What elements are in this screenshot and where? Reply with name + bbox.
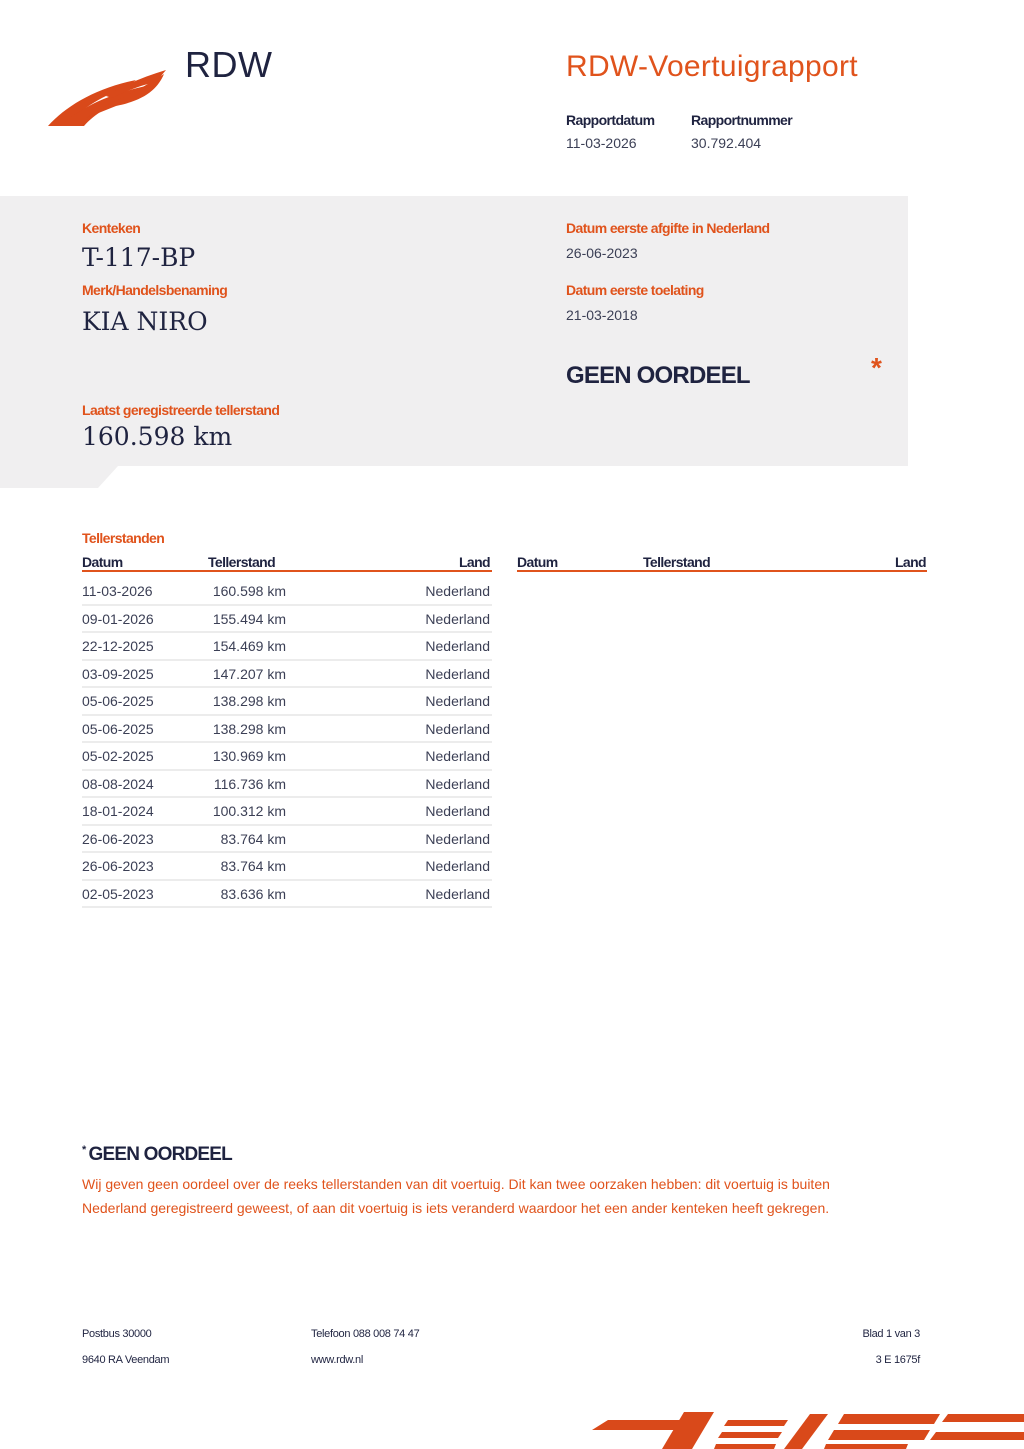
footer-phone: Telefoon 088 008 74 47	[311, 1328, 420, 1340]
row-odometer: 83.636 km	[220, 885, 286, 902]
report-number-label: Rapportnummer	[691, 112, 793, 128]
verdict-text: GEEN OORDEEL	[566, 362, 750, 389]
row-land: Nederland	[425, 610, 490, 627]
footer-page-number: Blad 1 van 3	[862, 1328, 920, 1340]
col-header-land: Land	[458, 554, 490, 570]
col-header-odometer: Tellerstand	[208, 554, 276, 570]
table-row	[82, 826, 492, 854]
report-date-label: Rapportdatum	[566, 112, 655, 128]
row-odometer: 83.764 km	[220, 858, 286, 874]
odometer-label: Laatst geregistreerde tellerstand	[82, 402, 280, 418]
odometer-table-title: Tellerstanden	[82, 530, 165, 546]
col-header-land-2: Land	[894, 554, 926, 570]
row-date: 03-09-2025	[82, 665, 154, 682]
row-land: Nederland	[425, 803, 490, 819]
row-date: 11-03-2026	[82, 583, 153, 599]
plate-label: Kenteken	[82, 220, 141, 236]
footer-website: www.rdw.nl	[311, 1354, 364, 1366]
note-title	[82, 1144, 232, 1166]
report-number-value: 30.792.404	[691, 135, 762, 151]
row-date: 02-05-2023	[82, 885, 154, 902]
plate-value: T-117-BP	[82, 243, 196, 272]
table-header-rule-2	[517, 570, 927, 572]
note-text: Wij geven geen oordeel over de reeks tellerstanden van dit voertuig. Dit kan twee oorzaken hebben: dit voertuig is buiten Nederland geregistreerd geweest, of aan dit voertuig is iets veranderd waardoor het een ander kenteken heeft gekregen.	[82, 1176, 830, 1216]
make-value: KIA NIRO	[82, 307, 208, 336]
row-date: 09-01-2026	[82, 610, 154, 627]
row-land: Nederland	[425, 583, 490, 599]
report-date-value: 11-03-2026	[566, 135, 637, 151]
row-land: Nederland	[425, 748, 490, 764]
row-date: 18-01-2024	[82, 803, 154, 819]
table-row	[82, 716, 492, 744]
table-row	[82, 633, 492, 661]
footer-address-1: Postbus 30000	[82, 1328, 152, 1340]
decorative-stripes-icon	[588, 1408, 1024, 1449]
verdict-asterisk: *	[871, 352, 882, 383]
row-odometer: 83.764 km	[220, 830, 286, 847]
first-nl-value: 26-06-2023	[566, 245, 638, 261]
row-date: 26-06-2023	[82, 858, 154, 874]
row-land: Nederland	[425, 830, 490, 847]
table-row	[82, 798, 492, 826]
row-land: Nederland	[425, 638, 490, 654]
table-row	[82, 688, 492, 716]
report-title: RDW-Voertuigrapport	[566, 50, 858, 83]
footer-address-2: 9640 RA Veendam	[82, 1354, 170, 1366]
row-date: 26-06-2023	[82, 830, 154, 847]
row-odometer: 100.312 km	[212, 803, 286, 819]
row-odometer: 160.598 km	[212, 583, 286, 599]
row-date: 05-06-2025	[82, 720, 154, 737]
note-title-text: GEEN OORDEEL	[88, 1144, 232, 1165]
first-admission-label: Datum eerste toelating	[566, 282, 704, 298]
note-asterisk: *	[82, 1144, 86, 1156]
table-row	[82, 578, 492, 606]
row-date: 05-02-2025	[82, 748, 154, 764]
row-land: Nederland	[425, 858, 490, 874]
row-odometer: 138.298 km	[212, 693, 286, 709]
row-odometer: 154.469 km	[212, 638, 286, 654]
table-row	[82, 606, 492, 634]
table-header-rule	[82, 570, 492, 572]
col-header-date: Datum	[82, 554, 123, 570]
row-date: 22-12-2025	[82, 638, 154, 654]
odometer-value: 160.598 km	[82, 422, 233, 451]
row-date: 08-08-2024	[82, 775, 154, 792]
row-odometer: 116.736 km	[213, 775, 286, 792]
row-land: Nederland	[425, 775, 490, 792]
row-land: Nederland	[425, 885, 490, 902]
logo-text: RDW	[185, 44, 273, 85]
rdw-logo-icon	[46, 66, 170, 130]
footer-document-code: 3 E 1675f	[875, 1354, 920, 1366]
first-admission-value: 21-03-2018	[566, 307, 638, 323]
table-row	[82, 743, 492, 771]
table-row	[82, 661, 492, 689]
row-date: 05-06-2025	[82, 693, 154, 709]
row-land: Nederland	[425, 665, 490, 682]
row-odometer: 138.298 km	[212, 720, 286, 737]
row-odometer: 147.207 km	[212, 665, 286, 682]
table-row	[82, 853, 492, 881]
row-land: Nederland	[425, 720, 490, 737]
table-row	[82, 771, 492, 799]
col-header-odometer-2: Tellerstand	[643, 554, 711, 570]
row-odometer: 130.969 km	[212, 748, 286, 764]
col-header-date-2: Datum	[517, 554, 558, 570]
make-label: Merk/Handelsbenaming	[82, 282, 228, 298]
table-row	[82, 881, 492, 909]
row-land: Nederland	[425, 693, 490, 709]
row-odometer: 155.494 km	[212, 610, 286, 627]
first-nl-label: Datum eerste afgifte in Nederland	[566, 220, 770, 236]
